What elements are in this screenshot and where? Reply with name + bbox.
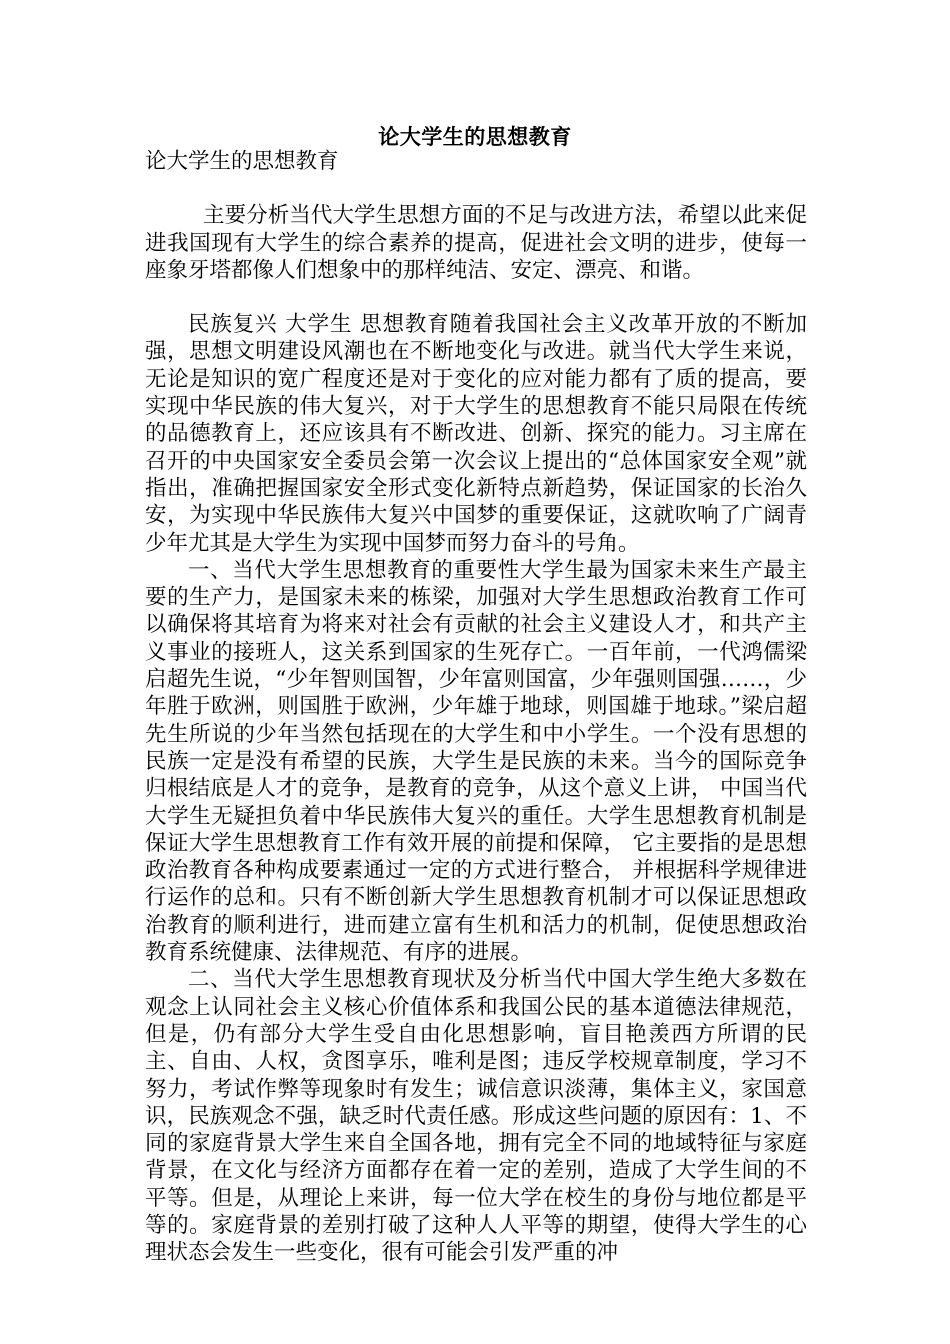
body-paragraph-keywords-intro: 民族复兴 大学生 思想教育随着我国社会主义改革开放的不断加强，思想文明建设风潮也在不断地变化与改进。就当代大学生来说，无论是知识的宽广程度还是对于变化的应对能力都有了质的提高，要实现中华民族的伟大复兴，对于大学生的思想教育不能只局限在传统的品德教育上，还应该具有不断改进、创新、探究的能力。习主席在召开的中央国家安全委员会第一次会议上提出的“总体国家安全观”就指出，准确把握国家安全形式变化新特点新趋势，保证国家的长治久安，为实现中华民族伟大复兴中国梦的重要保证，这就吹响了广阔青少年尤其是大学生为实现中国梦而努力奋斗的号角。 [145, 312, 807, 556]
abstract-paragraph: 主要分析当代大学生思想方面的不足与改进方法，希望以此来促进我国现有大学生的综合素养的提高，促进社会文明的进步，使每一座象牙塔都像人们想象中的那样纯洁、安定、漂亮、和谐。 [145, 203, 807, 283]
document-body [145, 148, 807, 1267]
paragraph-spacer [145, 284, 807, 311]
paragraph-spacer [145, 175, 807, 202]
body-paragraph-current-situation: 二、当代大学生思想教育现状及分析当代中国大学生绝大多数在观念上认同社会主义核心价值体系和我国公民的基本道德法律规范，但是，仍有部分大学生受自由化思想影响，盲目艳羡西方所谓的民主、自由、人权，贪图享乐，唯利是图；违反学校规章制度，学习不努力，考试作弊等现象时有发生；诚信意识淡薄，集体主义，家国意识，民族观念不强，缺乏时代责任感。形成这些问题的原因有：1、不同的家庭背景大学生来自全国各地，拥有完全不同的地域特征与家庭背景，在文化与经济方面都存在着一定的差别，造成了大学生间的不平等。但是，从理论上来讲，每一位大学在校生的身份与地位都是平等的。家庭背景的差别打破了这种人人平等的期望，使得大学生的心理状态会发生一些变化，很有可能会引发严重的冲 [145, 967, 807, 1266]
document-subtitle: 论大学生的思想教育 [145, 149, 339, 174]
body-paragraph-importance: 一、当代大学生思想教育的重要性大学生最为国家未来生产最主要的生产力，是国家未来的栋梁，加强对大学生思想政治教育工作可以确保将其培育为将来对社会有贡献的社会主义建设人才，和共产主义事业的接班人，这关系到国家的生死存亡。一百年前，一代鸿儒梁启超先生说，“少年智则国智，少年富则国富，少年强则国强……，少年胜于欧洲，则国胜于欧洲，少年雄于地球，则国雄于地球。”梁启超先生所说的少年当然包括现在的大学生和中小学生。一个没有思想的民族一定是没有希望的民族，大学生是民族的未来。当今的国际竞争归根结底是人才的竞争，是教育的竞争，从这个意义上讲， 中国当代大学生无疑担负着中华民族伟大复兴的重任。大学生思想教育机制是保证大学生思想教育工作有效开展的前提和保障， 它主要指的是思想政治教育各种构成要素通过一定的方式进行整合， 并根据科学规律进行运作的总和。只有不断创新大学生思想教育机制才可以保证思想政治教育的顺利进行，进而建立富有生机和活力的机制，促使思想政治教育系统健康、法律规范、有序的进展。 [145, 557, 807, 966]
document-title: 论大学生的思想教育 [378, 124, 572, 149]
